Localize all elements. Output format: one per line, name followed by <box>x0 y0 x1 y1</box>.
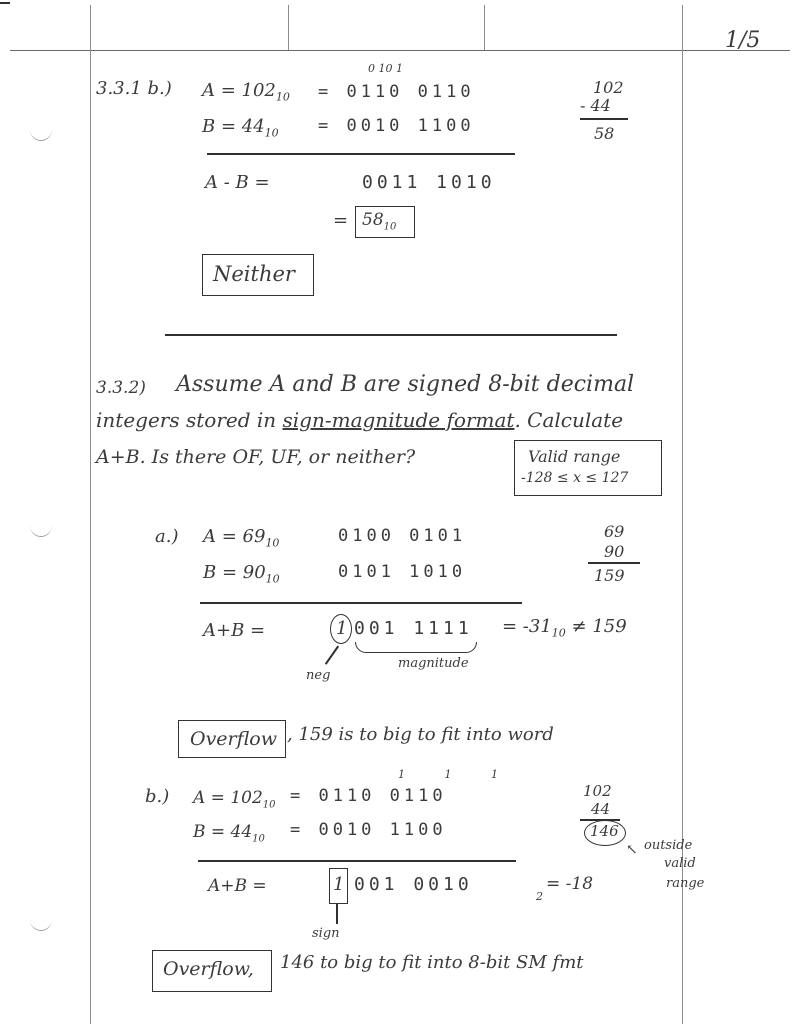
b-base: 10 <box>265 572 280 586</box>
sum-rule <box>198 860 516 862</box>
a-bits: 0100 0101 <box>338 526 467 546</box>
question-line <box>96 408 623 432</box>
page-number: 1/5 <box>725 28 761 53</box>
a-equation-text: A = 69 <box>203 526 266 547</box>
sum-base: 2 <box>536 890 543 903</box>
header-divider <box>484 5 485 50</box>
problem-label: 3.3.2) <box>96 378 146 398</box>
question-line: A+B. Is there OF, UF, or neither? <box>96 446 416 468</box>
outside-note: outside <box>644 838 693 853</box>
range-title: Valid range <box>528 447 621 466</box>
calc-result: 159 <box>594 566 625 585</box>
outside-note: range <box>666 876 705 891</box>
a-equation-text: A = 102 <box>193 788 263 808</box>
b-base: 10 <box>252 833 265 845</box>
b-equation <box>202 116 279 140</box>
b-equation-text: B = 44 <box>202 116 265 137</box>
a-base: 10 <box>275 90 290 104</box>
a-base: 10 <box>265 536 280 550</box>
range-formula: -128 ≤ x ≤ 127 <box>521 470 629 486</box>
a-equation-text: A = 102 <box>202 80 276 101</box>
a-bits: = 0110 0110 <box>318 82 475 102</box>
part-label: a.) <box>155 526 179 547</box>
result <box>362 210 396 232</box>
sign-pointer <box>336 904 338 924</box>
b-bits: = 0010 1100 <box>290 820 447 840</box>
calc-line: - 44 <box>580 96 611 115</box>
calc-result: 58 <box>594 124 615 143</box>
part-label: b.) <box>145 786 170 807</box>
b-equation <box>203 562 280 586</box>
sum-bits: 001 1111 <box>354 618 473 639</box>
sum-rule <box>200 602 522 604</box>
verdict: Overflow, <box>163 958 254 980</box>
diff-bits: 0011 1010 <box>362 172 496 193</box>
header-divider <box>288 5 289 50</box>
b-equation-text: B = 90 <box>203 562 266 583</box>
calc-line: 44 <box>591 800 611 818</box>
sum-equation: A+B = <box>203 620 266 641</box>
b-bits: = 0010 1100 <box>318 116 475 136</box>
sum-tail <box>502 616 627 640</box>
b-equation-text: B = 44 <box>193 822 253 842</box>
verdict: Neither <box>213 262 295 286</box>
calc-line: 90 <box>604 542 625 561</box>
a-equation <box>203 526 279 550</box>
question-line: Assume A and B are signed 8-bit decimal <box>176 372 635 397</box>
question-text: . Calculate <box>514 408 624 432</box>
problem-label: 3.3.1 b.) <box>96 78 172 99</box>
sum-tail-compare: ≠ 159 <box>571 616 627 637</box>
section-divider <box>165 334 617 336</box>
corner-mark <box>0 2 10 4</box>
calc-line: 102 <box>583 782 612 800</box>
calc-line: 69 <box>604 522 625 541</box>
verdict-note: , 159 is to big to fit into word <box>287 724 554 745</box>
a-equation <box>193 788 276 810</box>
binder-hole <box>30 908 52 931</box>
sign-label: sign <box>312 926 340 941</box>
b-equation <box>193 822 265 844</box>
margin-line <box>90 5 91 1024</box>
calc-result: 146 <box>590 822 619 840</box>
diff-equation: A - B = <box>205 172 270 193</box>
sum-tail-base: 10 <box>551 626 566 640</box>
sum-bits: 001 0010 <box>354 874 473 895</box>
verdict: Overflow <box>190 728 278 750</box>
a-bits: = 0110 0110 <box>290 786 447 806</box>
question-underlined: sign-magnitude format <box>282 408 515 432</box>
b-bits: 0101 1010 <box>338 562 467 582</box>
sum-equation: A+B = <box>208 876 267 896</box>
sum-tail: = -18 <box>546 874 594 894</box>
b-base: 10 <box>264 126 279 140</box>
header-rule <box>10 50 790 51</box>
carry-marks: 1 1 1 <box>398 768 516 781</box>
verdict-note: 146 to big to fit into 8-bit SM fmt <box>280 952 584 973</box>
right-margin-line <box>682 5 683 1024</box>
neg-pointer <box>325 646 339 665</box>
magnitude-label: magnitude <box>398 656 469 671</box>
neg-label: neg <box>306 668 331 683</box>
result-value: 58 <box>362 210 384 230</box>
outside-note: valid <box>664 856 696 871</box>
calc-rule <box>580 118 628 120</box>
result-base: 10 <box>383 221 397 233</box>
sign-bit: 1 <box>333 874 345 895</box>
a-base: 10 <box>262 799 276 811</box>
calc-rule <box>588 562 640 564</box>
a-equation <box>202 80 290 104</box>
sum-tail-value: = -31 <box>502 616 552 637</box>
sum-rule <box>207 153 515 155</box>
binder-hole <box>30 118 52 141</box>
magnitude-brace <box>355 642 477 653</box>
calc-line: 102 <box>593 78 624 97</box>
sign-bit: 1 <box>336 618 348 639</box>
borrow-marks: 0 10 1 <box>368 62 403 75</box>
equals-sign: = <box>333 210 349 231</box>
outside-arrow: ↖ <box>626 842 638 858</box>
question-text: integers stored in <box>96 408 277 432</box>
binder-hole <box>30 514 52 537</box>
